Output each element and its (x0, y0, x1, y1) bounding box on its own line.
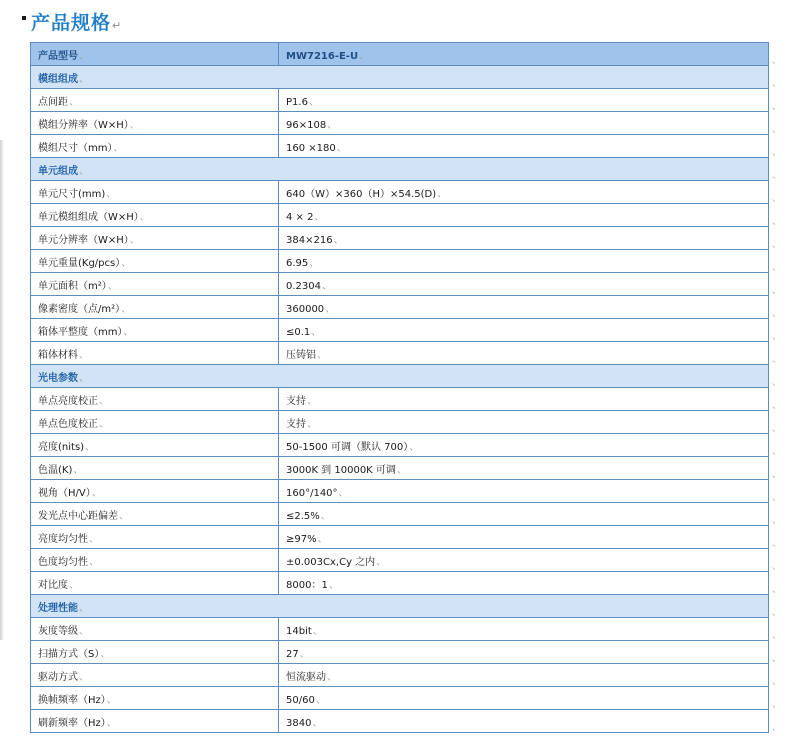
cell-mark: 、 (333, 234, 344, 246)
cell-mark: 、 (336, 142, 347, 154)
row-label: 单元分辨率（W×H） (38, 234, 129, 246)
cell-mark: 、 (311, 326, 322, 338)
row-value: 支持 (286, 395, 306, 407)
table-row (31, 227, 769, 250)
cell-mark: 、 (79, 165, 89, 177)
value-cell (279, 480, 769, 503)
row-label: 点间距 (38, 96, 68, 108)
value-cell (279, 549, 769, 572)
section-row (31, 595, 769, 618)
row-value: ≥97% (286, 533, 317, 545)
cell-mark: 、 (85, 441, 96, 453)
label-cell (31, 549, 279, 572)
value-cell (279, 411, 769, 434)
row-end-mark: 、 (772, 446, 782, 457)
cell-mark: 、 (129, 234, 140, 246)
label-cell (31, 572, 279, 595)
row-label: 模组尺寸（mm） (38, 142, 113, 154)
spec-table (30, 42, 769, 733)
value-cell (279, 457, 769, 480)
value-cell (279, 273, 769, 296)
cell-mark: 、 (106, 188, 117, 200)
row-end-mark: 、 (772, 55, 782, 66)
page-title-text: 产品规格 (31, 11, 112, 34)
cell-mark: 、 (322, 280, 332, 292)
label-cell (31, 687, 279, 710)
row-end-mark: 、 (772, 308, 782, 319)
table-row (31, 135, 769, 158)
table-row (31, 480, 769, 503)
value-cell (279, 227, 769, 250)
cell-mark: 、 (359, 50, 370, 62)
row-value: 160°/140° (286, 487, 338, 499)
cell-mark: 、 (299, 648, 310, 660)
label-cell (31, 112, 279, 135)
table-row (31, 273, 769, 296)
row-end-mark: 、 (772, 515, 782, 526)
table-row (31, 89, 769, 112)
row-end-mark: 、 (772, 630, 782, 641)
row-end-mark: 、 (772, 538, 782, 549)
label-cell (31, 618, 279, 641)
row-label: 单元尺寸(mm) (38, 188, 106, 200)
row-end-mark: 、 (772, 423, 782, 434)
section-label: 光电参数 (38, 372, 78, 384)
cell-mark: 、 (73, 464, 84, 476)
cell-mark: 、 (91, 487, 102, 499)
table-row (31, 296, 769, 319)
row-label: 视角（H/V） (38, 487, 91, 499)
label-cell (31, 273, 279, 296)
row-value: 0.2304 (286, 280, 321, 292)
header-value: MW7216-E-U (286, 50, 359, 62)
row-end-mark: 、 (772, 653, 782, 664)
paragraph-mark-icon: ↵ (112, 18, 123, 32)
table-row (31, 319, 769, 342)
row-label: 驱动方式 (38, 671, 78, 683)
cell-mark: 、 (107, 280, 118, 292)
cell-mark: 、 (89, 556, 99, 568)
row-end-mark: 、 (772, 101, 782, 112)
row-end-mark: 、 (772, 170, 782, 181)
value-cell (279, 572, 769, 595)
cell-mark: 、 (79, 671, 89, 683)
table-row (31, 618, 769, 641)
table-row (31, 549, 769, 572)
row-label: 单元模组组成（W×H） (38, 211, 139, 223)
section-row (31, 158, 769, 181)
row-value: ≤2.5% (286, 510, 320, 522)
table-row (31, 641, 769, 664)
cell-mark: 、 (79, 349, 89, 361)
label-cell (31, 135, 279, 158)
cell-mark: 、 (79, 73, 89, 85)
cell-mark: 、 (100, 648, 111, 660)
row-value: 8000：1 (286, 579, 328, 591)
row-end-mark: 、 (772, 331, 782, 342)
cell-mark: 、 (79, 602, 89, 614)
label-cell (31, 641, 279, 664)
row-end-mark: 、 (772, 262, 782, 273)
left-edge-shadow (0, 140, 4, 640)
row-end-mark: 、 (772, 469, 782, 480)
header-label: 产品型号 (38, 50, 78, 62)
header-label-cell (31, 43, 279, 66)
row-end-mark: 、 (772, 722, 782, 733)
cell-mark: 、 (338, 487, 349, 499)
cell-mark: 、 (79, 50, 89, 62)
cell-mark: 、 (121, 303, 132, 315)
cell-mark: 、 (327, 671, 337, 683)
table-row (31, 434, 769, 457)
cell-mark: 、 (317, 349, 327, 361)
cell-mark: 、 (396, 464, 407, 476)
table-row (31, 112, 769, 135)
cell-mark: 、 (89, 533, 99, 545)
table-row (31, 457, 769, 480)
cell-mark: 、 (307, 395, 317, 407)
cell-mark: 、 (79, 372, 89, 384)
cell-mark: 、 (69, 579, 79, 591)
bullet-icon (22, 16, 26, 20)
value-cell (279, 687, 769, 710)
value-cell (279, 388, 769, 411)
label-cell (31, 296, 279, 319)
row-value: ≤0.1 (286, 326, 311, 338)
row-end-mark: 、 (772, 492, 782, 503)
value-cell (279, 204, 769, 227)
table-row (31, 503, 769, 526)
label-cell (31, 319, 279, 342)
header-value-cell (279, 43, 769, 66)
value-cell (279, 112, 769, 135)
label-cell (31, 434, 279, 457)
value-cell (279, 618, 769, 641)
row-end-mark: 、 (772, 124, 782, 135)
cell-mark: 、 (79, 625, 89, 637)
label-cell (31, 342, 279, 365)
value-cell (279, 526, 769, 549)
row-value: 压铸铝 (286, 349, 316, 361)
cell-mark: 、 (309, 257, 320, 269)
row-value: ±0.003Cx,Cy 之内 (286, 556, 376, 568)
row-value: 50/60 (286, 694, 315, 706)
label-cell (31, 89, 279, 112)
label-cell (31, 388, 279, 411)
row-value: 50-1500 可调（默认 700） (286, 441, 409, 453)
table-row (31, 388, 769, 411)
row-label: 色温(K) (38, 464, 73, 476)
table-row (31, 687, 769, 710)
section-label: 处理性能 (38, 602, 78, 614)
row-label: 亮度均匀性 (38, 533, 88, 545)
value-cell (279, 503, 769, 526)
table-row (31, 526, 769, 549)
row-value: 640（W）×360（H）×54.5(D) (286, 188, 437, 200)
cell-mark: 、 (312, 717, 323, 729)
row-label: 单点色度校正 (38, 418, 98, 430)
row-label: 发光点中心距偏差 (38, 510, 118, 522)
section-cell (31, 66, 769, 89)
value-cell (279, 135, 769, 158)
cell-mark: 、 (99, 418, 109, 430)
label-cell (31, 503, 279, 526)
cell-mark: 、 (409, 441, 420, 453)
row-value: 27 (286, 648, 299, 660)
cell-mark: 、 (320, 510, 331, 522)
cell-mark: 、 (106, 717, 117, 729)
cell-mark: 、 (308, 96, 319, 108)
section-cell (31, 158, 769, 181)
row-value: 3000K 到 10000K 可调 (286, 464, 396, 476)
label-cell (31, 457, 279, 480)
row-end-mark: 、 (772, 676, 782, 687)
cell-mark: 、 (99, 395, 109, 407)
value-cell (279, 710, 769, 733)
row-label: 对比度 (38, 579, 68, 591)
value-cell (279, 296, 769, 319)
cell-mark: 、 (106, 694, 117, 706)
value-cell (279, 434, 769, 457)
row-end-mark: 、 (772, 216, 782, 227)
row-end-mark: 、 (772, 561, 782, 572)
table-row (31, 572, 769, 595)
label-cell (31, 411, 279, 434)
cell-mark: 、 (437, 188, 448, 200)
table-header-row (31, 43, 769, 66)
label-cell (31, 204, 279, 227)
value-cell (279, 664, 769, 687)
row-end-mark: 、 (772, 78, 782, 89)
label-cell (31, 480, 279, 503)
row-end-mark: 、 (772, 239, 782, 250)
row-label: 模组分辨率（W×H） (38, 119, 129, 131)
value-cell (279, 250, 769, 273)
cell-mark: 、 (376, 556, 387, 568)
row-end-mark: 、 (772, 699, 782, 710)
row-value: 14bit (286, 625, 312, 637)
section-row (31, 66, 769, 89)
row-label: 箱体平整度（mm） (38, 326, 123, 338)
row-label: 灰度等级 (38, 625, 78, 637)
cell-mark: 、 (317, 533, 328, 545)
label-cell (31, 181, 279, 204)
section-cell (31, 595, 769, 618)
row-label: 箱体材料 (38, 349, 78, 361)
row-value: 384×216 (286, 234, 333, 246)
row-label: 刷新频率（Hz） (38, 717, 106, 729)
row-end-mark: 、 (772, 400, 782, 411)
value-cell (279, 641, 769, 664)
table-row (31, 181, 769, 204)
table-row (31, 411, 769, 434)
row-label: 像素密度（点/m²） (38, 303, 121, 315)
section-label: 单元组成 (38, 165, 78, 177)
row-label: 单元重量(Kg/pcs） (38, 257, 121, 269)
table-row (31, 204, 769, 227)
row-label: 亮度(nits) (38, 441, 85, 453)
cell-mark: 、 (314, 211, 325, 223)
row-label: 色度均匀性 (38, 556, 88, 568)
value-cell (279, 319, 769, 342)
row-end-mark: 、 (772, 377, 782, 388)
row-label: 单点亮度校正 (38, 395, 98, 407)
cell-mark: 、 (69, 96, 79, 108)
row-label: 单元面积（m²） (38, 280, 107, 292)
row-end-mark: 、 (772, 584, 782, 595)
row-end-mark: 、 (772, 147, 782, 158)
row-value: 恒流驱动 (286, 671, 326, 683)
section-row (31, 365, 769, 388)
table-row (31, 710, 769, 733)
label-cell (31, 250, 279, 273)
row-end-mark: 、 (772, 607, 782, 618)
cell-mark: 、 (139, 211, 150, 223)
row-label: 换帧频率（Hz） (38, 694, 106, 706)
row-value: 4 × 2 (286, 211, 314, 223)
label-cell (31, 526, 279, 549)
value-cell (279, 342, 769, 365)
table-row (31, 250, 769, 273)
row-end-mark: 、 (772, 285, 782, 296)
cell-mark: 、 (129, 119, 140, 131)
row-value: P1.6 (286, 96, 308, 108)
section-cell (31, 365, 769, 388)
cell-mark: 、 (119, 510, 129, 522)
row-value: 6.95 (286, 257, 309, 269)
cell-mark: 、 (123, 326, 134, 338)
table-row (31, 664, 769, 687)
cell-mark: 、 (325, 303, 336, 315)
label-cell (31, 227, 279, 250)
cell-mark: 、 (315, 694, 326, 706)
section-label: 模组组成 (38, 73, 78, 85)
cell-mark: 、 (121, 257, 132, 269)
cell-mark: 、 (307, 418, 317, 430)
value-cell (279, 89, 769, 112)
row-label: 扫描方式（S） (38, 648, 100, 660)
row-end-mark: 、 (772, 193, 782, 204)
row-value: 支持 (286, 418, 306, 430)
spec-table-body (31, 43, 769, 733)
value-cell (279, 181, 769, 204)
row-value: 160 ×180 (286, 142, 336, 154)
cell-mark: 、 (327, 119, 338, 131)
label-cell (31, 664, 279, 687)
cell-mark: 、 (328, 579, 339, 591)
cell-mark: 、 (113, 142, 124, 154)
row-value: 96×108 (286, 119, 327, 131)
page-title (22, 6, 122, 36)
row-end-mark: 、 (772, 354, 782, 365)
cell-mark: 、 (312, 625, 323, 637)
label-cell (31, 710, 279, 733)
table-row (31, 342, 769, 365)
row-value: 360000 (286, 303, 325, 315)
row-value: 3840 (286, 717, 312, 729)
